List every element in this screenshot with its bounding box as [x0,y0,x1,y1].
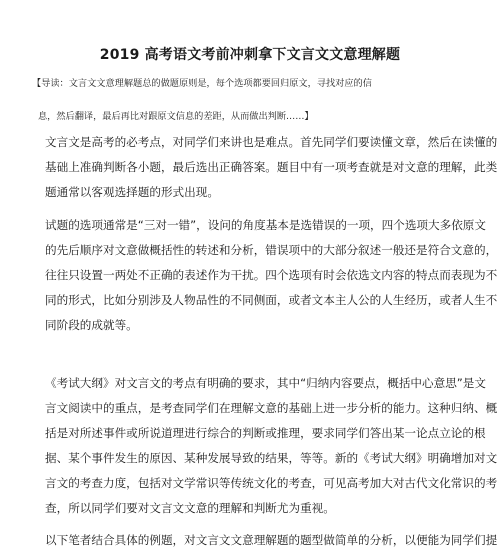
document-title: 2019 高考语文考前冲刺拿下文言文文意理解题 [99,47,401,63]
paragraph-line: 据、某个事件发生的原因、某种发展导致的结果，等等。新的《考试大纲》明确增加对文 [45,451,498,465]
paragraph-line: 以下笔者结合具体的例题，对文言文文意理解题的题型做简单的分析，以便能为同学们提 [45,533,498,547]
paragraph-line: 括是对所述事件或所说道理进行综合的判断或推理，要求同学们答出某一论点立论的根 [45,426,486,440]
paragraph-line: 同的形式，比如分别涉及人物品性的不同侧面，或者文本主人公的人生经历，或者人生不 [45,293,498,307]
paragraph-line: 往往只设置一两处不正确的表述作为干扰。四个选项有时会依选文内容的特点而表现为不 [45,268,498,282]
guide-text-line-2: 息，然后翻译，最后再比对跟原文信息的差距，从而做出判断……】 [38,111,314,122]
paragraph-line: 言文阅读中的重点，是考查同学们在理解文意的基础上进一步分析的能力。这种归纳、概 [45,401,498,415]
paragraph-line: 文言文是高考的必考点，对同学们来讲也是难点。首先同学们要读懂文章，然后在读懂的 [45,135,498,149]
paragraph-line: 《考试大纲》对文言文的考点有明确的要求，其中“归纳内容要点，概括中心意思”是文 [45,376,486,390]
paragraph-line: 查，所以同学们要对文言文文意的理解和判断尤为重视。 [45,501,335,515]
paragraph-line: 基础上准确判断各小题，最后选出正确答案。题目中有一项考查就是对文意的理解，此类 [45,160,498,174]
guide-text-line-1: 【导读：文言文文意理解题总的做题原则是，每个选项都要回归原文，寻找对应的信 [32,78,372,89]
paragraph-line: 题通常以客观选择题的形式出现。 [45,185,219,199]
paragraph-line: 同阶段的成就等。 [45,318,138,332]
paragraph-line: 的先后顺序对文意做概括性的转述和分析，错误项中的大部分叙述一般还是符合文意的， [45,243,498,257]
paragraph-line: 试题的选项通常是“三对一错”，设问的角度基本是选错误的一项，四个选项大多依原文 [45,218,486,232]
paragraph-line: 言文的考查力度，包括对文学常识等传统文化的考查，可见高考加大对古代文化常识的考 [45,476,498,490]
